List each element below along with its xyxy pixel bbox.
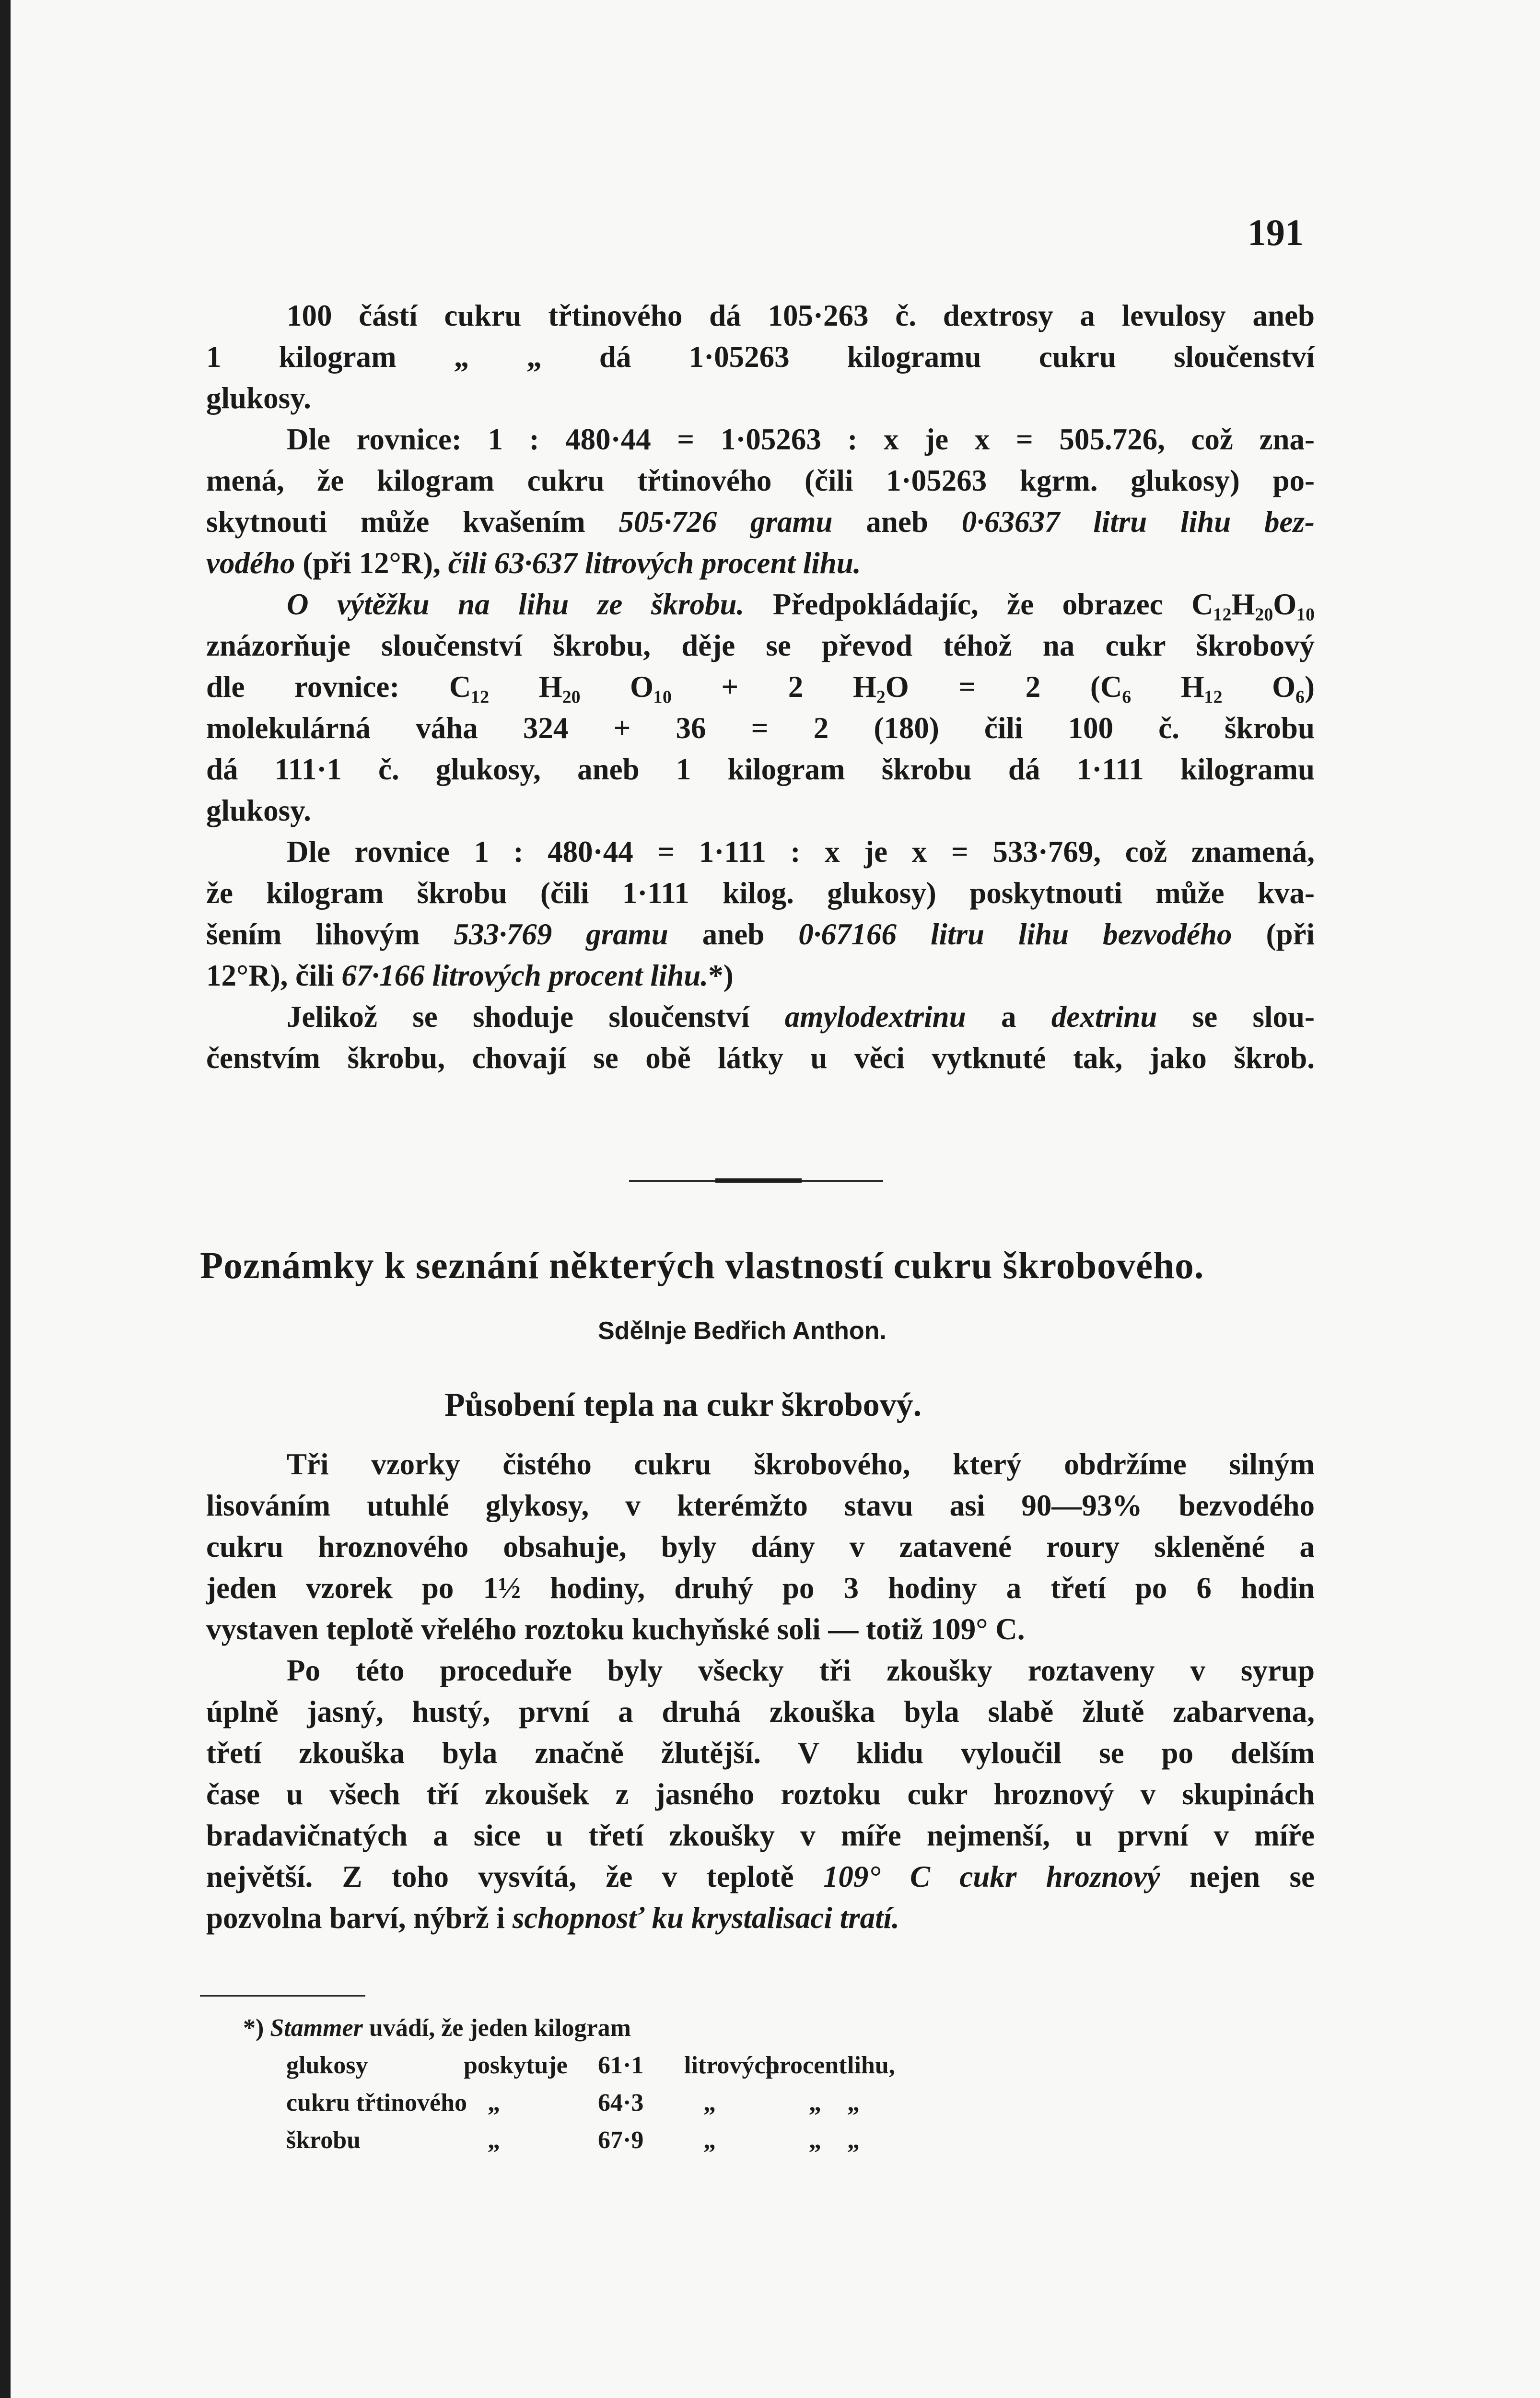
text-line: šením lihovým 533·769 gramu aneb 0·67166 litru lihu bezvodého (při: [206, 917, 1315, 951]
text-line: vystaven teplotě vřelého roztoku kuchyňské soli — totiž 109° C.: [206, 1612, 1025, 1646]
text-line: bradavičnatých a sice u třetí zkoušky v míře nejmenší, u první v míře: [206, 1819, 1315, 1852]
text-line: skytnouti může kvašením 505·726 gramu aneb 0·63637 litru lihu bez-: [206, 505, 1315, 539]
text-line: O výtěžku na lihu ze škrobu. Předpokládajíc, že obrazec C₁₂H₂₀O₁₀: [287, 588, 1315, 621]
article-byline: Sdělnje Bedřich Anthon.: [598, 1317, 887, 1345]
text-line: lisováním utuhlé glykosy, v kterémžto stavu asi 90—93% bezvodého: [206, 1489, 1315, 1522]
text-line: 12°R), čili 67·166 litrových procent lihu.*): [206, 959, 734, 992]
footnote-row: cukru třtinového „ 64·3 „ „ „: [286, 2089, 860, 2116]
text-line: čenstvím škrobu, chovají se obě látky u věci vytknuté tak, jako škrob.: [206, 1041, 1315, 1075]
text-line: Dle rovnice: 1 : 480·44 = 1·05263 : x je x = 505.726, což zna-: [287, 423, 1315, 456]
footnote-row: škrobu „ 67·9 „ „ „: [286, 2127, 860, 2154]
text-line: mená, že kilogram cukru třtinového (čili 1·05263 kgrm. glukosy) po-: [206, 464, 1315, 497]
text-line: Tři vzorky čistého cukru škrobového, který obdržíme silným: [287, 1447, 1315, 1481]
section-divider-center: [715, 1178, 802, 1183]
footnote-intro: [243, 2010, 1154, 2047]
footnote-row: glukosy poskytuje 61·1 litrových procent lihu,: [286, 2052, 895, 2079]
text-line: Jelikož se shoduje sloučenství amylodextrinu a dextrinu se slou-: [287, 1000, 1315, 1034]
text-line: Dle rovnice 1 : 480·44 = 1·111 : x je x = 533·769, což znamená,: [287, 835, 1315, 869]
equation-line: molekulárná váha 324 + 36 = 2 (180) čili 100 č. škrobu: [206, 711, 1315, 745]
text-line: cukru hroznového obsahuje, byly dány v zatavené roury skleněné a: [206, 1530, 1315, 1563]
text-line: znázorňuje sloučenství škrobu, děje se převod téhož na cukr škrobový: [206, 629, 1315, 662]
article-heading: Poznámky k seznání některých vlastností cukru škrobového.: [200, 1245, 1204, 1287]
text-line: glukosy.: [206, 794, 311, 827]
footnote: [243, 2010, 1154, 2159]
footnote-mark: *): [243, 2014, 264, 2042]
text-line: čase u všech tří zkoušek z jasného roztoku cukr hroznový v skupinách: [206, 1777, 1315, 1811]
footnote-author: Stammer: [270, 2014, 363, 2042]
text-line: 1 kilogram „ „ dá 1·05263 kilogramu cukru sloučenství: [206, 340, 1315, 374]
equation-line: dle rovnice: C₁₂ H₂₀ O₁₀ + 2 H₂O = 2 (C₆ H₁₂ O₆): [206, 670, 1315, 704]
text-line: úplně jasný, hustý, první a druhá zkouška byla slabě žlutě zabarvena,: [206, 1695, 1315, 1728]
section-subheading: Působení tepla na cukr škrobový.: [444, 1387, 922, 1423]
text-block-top: [206, 295, 1315, 1079]
text-line: vodého (při 12°R), čili 63·637 litrových procent lihu.: [206, 546, 861, 580]
text-line: dá 111·1 č. glukosy, aneb 1 kilogram škrobu dá 1·111 kilogramu: [206, 752, 1315, 786]
text-line: pozvolna barví, nýbrž i schopnosť ku krystalisaci tratí.: [206, 1901, 899, 1935]
text-line: Po této proceduře byly všecky tři zkoušky roztaveny v syrup: [287, 1654, 1315, 1687]
footnote-text: uvádí, že jeden kilogram: [369, 2014, 631, 2042]
page-number: 191: [1248, 212, 1304, 253]
text-line: 100 částí cukru třtinového dá 105·263 č. dextrosy a levulosy aneb: [287, 299, 1315, 332]
text-line: třetí zkouška byla značně žlutější. V klidu vyloučil se po delším: [206, 1736, 1315, 1770]
text-line: že kilogram škrobu (čili 1·111 kilog. glukosy) poskytnouti může kva-: [206, 876, 1315, 910]
text-line: jeden vzorek po 1½ hodiny, druhý po 3 hodiny a třetí po 6 hodin: [206, 1571, 1315, 1605]
text-line: glukosy.: [206, 381, 311, 415]
text-line: největší. Z toho vysvítá, že v teplotě 109° C cukr hroznový nejen se: [206, 1860, 1315, 1893]
text-block-bottom: [206, 1444, 1315, 1939]
footnote-rule: [200, 1995, 365, 1997]
